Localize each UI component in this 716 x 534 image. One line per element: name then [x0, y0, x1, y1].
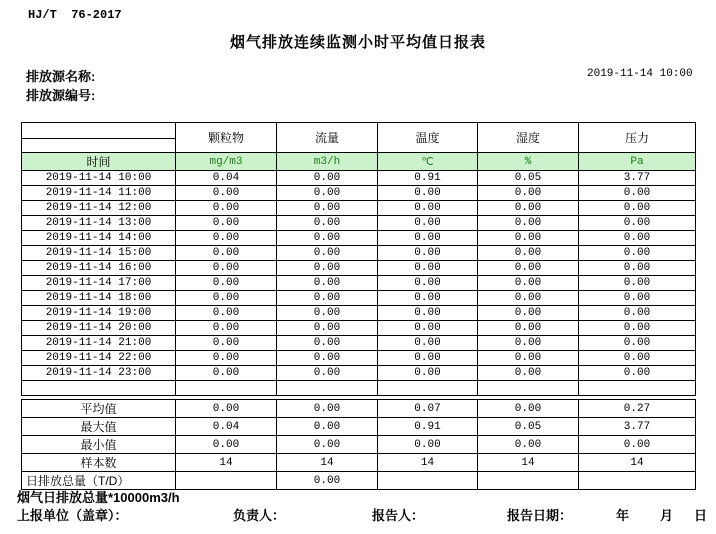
unit-cell-flow: m3/h: [277, 153, 378, 171]
summary-value-cell: 0.05: [478, 418, 579, 436]
value-cell: 0.00: [579, 366, 696, 381]
responsible-person-label: 负责人：: [233, 508, 286, 523]
value-cell: 0.00: [176, 336, 277, 351]
summary-label-cell: 日排放总量（T/D）: [22, 472, 176, 490]
empty-cell: [176, 381, 277, 396]
summary-value-cell: 14: [176, 454, 277, 472]
value-cell: 0.00: [579, 321, 696, 336]
summary-value-cell: 0.91: [378, 418, 478, 436]
summary-value-cell: 0.00: [176, 436, 277, 454]
value-cell: 0.00: [378, 246, 478, 261]
table-row: [22, 366, 696, 381]
value-cell: 0.00: [378, 186, 478, 201]
summary-row: [22, 436, 696, 454]
summary-value-cell: 14: [277, 454, 378, 472]
unit-cell-temperature: ℃: [378, 153, 478, 171]
value-cell: 0.00: [478, 261, 579, 276]
value-cell: 0.00: [176, 291, 277, 306]
time-cell: 2019-11-14 17:00: [22, 276, 176, 291]
value-cell: 0.00: [579, 216, 696, 231]
value-cell: 0.00: [579, 351, 696, 366]
summary-value-cell: [579, 472, 696, 490]
value-cell: 0.00: [378, 231, 478, 246]
time-cell: 2019-11-14 11:00: [22, 186, 176, 201]
month-label: 月: [660, 508, 674, 523]
unit-cell-particulate: mg/m3: [176, 153, 277, 171]
value-cell: 0.00: [176, 306, 277, 321]
value-cell: 0.00: [176, 276, 277, 291]
table-row: [22, 261, 696, 276]
col-header-pressure: 压力: [579, 123, 696, 153]
summary-value-cell: 0.07: [378, 400, 478, 418]
report-date-label: 报告日期：: [507, 508, 573, 523]
time-cell: 2019-11-14 23:00: [22, 366, 176, 381]
value-cell: 0.00: [478, 201, 579, 216]
header-row-units: [22, 153, 696, 171]
time-cell: 2019-11-14 12:00: [22, 201, 176, 216]
value-cell: 0.00: [579, 201, 696, 216]
value-cell: 0.00: [176, 231, 277, 246]
empty-cell: [579, 381, 696, 396]
table-row: [22, 171, 696, 186]
value-cell: 0.00: [277, 231, 378, 246]
summary-value-cell: 0.00: [579, 436, 696, 454]
table-row: [22, 321, 696, 336]
value-cell: 0.00: [478, 186, 579, 201]
value-cell: 3.77: [579, 171, 696, 186]
summary-value-cell: [378, 472, 478, 490]
summary-value-cell: 14: [478, 454, 579, 472]
value-cell: 0.00: [579, 261, 696, 276]
value-cell: 0.00: [277, 216, 378, 231]
value-cell: 0.00: [277, 201, 378, 216]
value-cell: 0.00: [478, 366, 579, 381]
time-cell: 2019-11-14 14:00: [22, 231, 176, 246]
report-unit-label: 上报单位（盖章）：: [17, 508, 128, 523]
value-cell: 0.00: [478, 276, 579, 291]
time-cell: 2019-11-14 15:00: [22, 246, 176, 261]
value-cell: 0.91: [378, 171, 478, 186]
value-cell: 0.00: [277, 306, 378, 321]
unit-cell-pressure: Pa: [579, 153, 696, 171]
table-row: [22, 306, 696, 321]
value-cell: 0.00: [579, 336, 696, 351]
col-header-particulate: 颗粒物: [176, 123, 277, 153]
value-cell: 0.04: [176, 171, 277, 186]
value-cell: 0.00: [579, 276, 696, 291]
time-cell: 2019-11-14 16:00: [22, 261, 176, 276]
day-label: 日: [694, 508, 708, 523]
value-cell: 0.00: [478, 351, 579, 366]
value-cell: 0.00: [277, 171, 378, 186]
time-cell: 2019-11-14 20:00: [22, 321, 176, 336]
value-cell: 0.00: [176, 321, 277, 336]
summary-value-cell: 0.04: [176, 418, 277, 436]
col-header-humidity: 湿度: [478, 123, 579, 153]
summary-value-cell: 14: [378, 454, 478, 472]
value-cell: 0.00: [378, 351, 478, 366]
summary-label-cell: 样本数: [22, 454, 176, 472]
summary-value-cell: 0.00: [478, 400, 579, 418]
value-cell: 0.00: [378, 321, 478, 336]
value-cell: 0.05: [478, 171, 579, 186]
value-cell: 0.00: [277, 246, 378, 261]
table-row: [22, 186, 696, 201]
time-cell: 2019-11-14 21:00: [22, 336, 176, 351]
value-cell: 0.00: [378, 216, 478, 231]
summary-row: [22, 454, 696, 472]
value-cell: 0.00: [478, 306, 579, 321]
empty-cell: [478, 381, 579, 396]
report-datetime: 2019-11-14 10:00: [587, 68, 693, 80]
year-label: 年: [616, 508, 630, 523]
summary-value-cell: 0.00: [277, 418, 378, 436]
value-cell: 0.00: [579, 186, 696, 201]
summary-row: [22, 418, 696, 436]
table-row: [22, 291, 696, 306]
value-cell: 0.00: [277, 291, 378, 306]
value-cell: 0.00: [478, 291, 579, 306]
col-header-flow: 流量: [277, 123, 378, 153]
summary-value-cell: 0.00: [277, 400, 378, 418]
value-cell: 0.00: [478, 321, 579, 336]
empty-cell: [378, 381, 478, 396]
hour-rows: [22, 171, 696, 381]
value-cell: 0.00: [176, 201, 277, 216]
value-cell: 0.00: [579, 306, 696, 321]
value-cell: 0.00: [176, 216, 277, 231]
value-cell: 0.00: [176, 246, 277, 261]
summary-label-cell: 最小值: [22, 436, 176, 454]
value-cell: 0.00: [176, 351, 277, 366]
empty-cell: [277, 381, 378, 396]
value-cell: 0.00: [478, 336, 579, 351]
table-row: [22, 246, 696, 261]
summary-rows: [22, 400, 696, 490]
source-name-label: 排放源名称:: [26, 69, 96, 84]
summary-label-cell: 最大值: [22, 418, 176, 436]
table-row: [22, 201, 696, 216]
table-row: [22, 276, 696, 291]
value-cell: 0.00: [277, 366, 378, 381]
value-cell: 0.00: [579, 291, 696, 306]
time-cell: 2019-11-14 10:00: [22, 171, 176, 186]
value-cell: 0.00: [176, 261, 277, 276]
value-cell: 0.00: [277, 351, 378, 366]
table-row: [22, 336, 696, 351]
value-cell: 0.00: [579, 231, 696, 246]
value-cell: 0.00: [478, 246, 579, 261]
summary-row: [22, 400, 696, 418]
standard-code: HJ/T 76-2017: [28, 8, 122, 22]
table-row: [22, 216, 696, 231]
value-cell: 0.00: [378, 276, 478, 291]
summary-label-cell: 平均值: [22, 400, 176, 418]
summary-value-cell: 0.00: [478, 436, 579, 454]
summary-value-cell: 0.00: [277, 436, 378, 454]
table-row: [22, 351, 696, 366]
daily-total-note: 烟气日排放总量*10000m3/h: [17, 490, 180, 505]
time-header-cell: 时间: [22, 153, 176, 171]
col-header-temperature: 温度: [378, 123, 478, 153]
summary-value-cell: 14: [579, 454, 696, 472]
value-cell: 0.00: [277, 336, 378, 351]
header-row-pollutants: [22, 123, 696, 139]
header-empty-cell-bottom: [22, 139, 176, 153]
value-cell: 0.00: [176, 186, 277, 201]
value-cell: 0.00: [176, 366, 277, 381]
value-cell: 0.00: [277, 261, 378, 276]
signature-line: [0, 505, 716, 523]
value-cell: 0.00: [478, 216, 579, 231]
summary-value-cell: 3.77: [579, 418, 696, 436]
value-cell: 0.00: [579, 246, 696, 261]
source-code-label: 排放源编号:: [26, 88, 96, 103]
unit-cell-humidity: %: [478, 153, 579, 171]
value-cell: 0.00: [277, 186, 378, 201]
summary-value-cell: 0.00: [277, 472, 378, 490]
page-title: 烟气排放连续监测小时平均值日报表: [229, 34, 486, 51]
value-cell: 0.00: [277, 276, 378, 291]
time-cell: 2019-11-14 22:00: [22, 351, 176, 366]
table-row: [22, 231, 696, 246]
empty-row: [22, 381, 696, 396]
value-cell: 0.00: [378, 306, 478, 321]
value-cell: 0.00: [378, 366, 478, 381]
value-cell: 0.00: [478, 231, 579, 246]
time-cell: 2019-11-14 18:00: [22, 291, 176, 306]
value-cell: 0.00: [378, 261, 478, 276]
empty-cell: [22, 381, 176, 396]
summary-value-cell: 0.00: [176, 400, 277, 418]
summary-value-cell: [176, 472, 277, 490]
time-cell: 2019-11-14 19:00: [22, 306, 176, 321]
hourly-table: [21, 122, 696, 396]
reporter-label: 报告人：: [372, 508, 425, 523]
summary-value-cell: 0.27: [579, 400, 696, 418]
value-cell: 0.00: [378, 291, 478, 306]
header-empty-cell-top: [22, 123, 176, 139]
value-cell: 0.00: [378, 336, 478, 351]
value-cell: 0.00: [277, 321, 378, 336]
time-cell: 2019-11-14 13:00: [22, 216, 176, 231]
summary-value-cell: 0.00: [378, 436, 478, 454]
summary-table: [21, 399, 696, 490]
summary-value-cell: [478, 472, 579, 490]
value-cell: 0.00: [378, 201, 478, 216]
